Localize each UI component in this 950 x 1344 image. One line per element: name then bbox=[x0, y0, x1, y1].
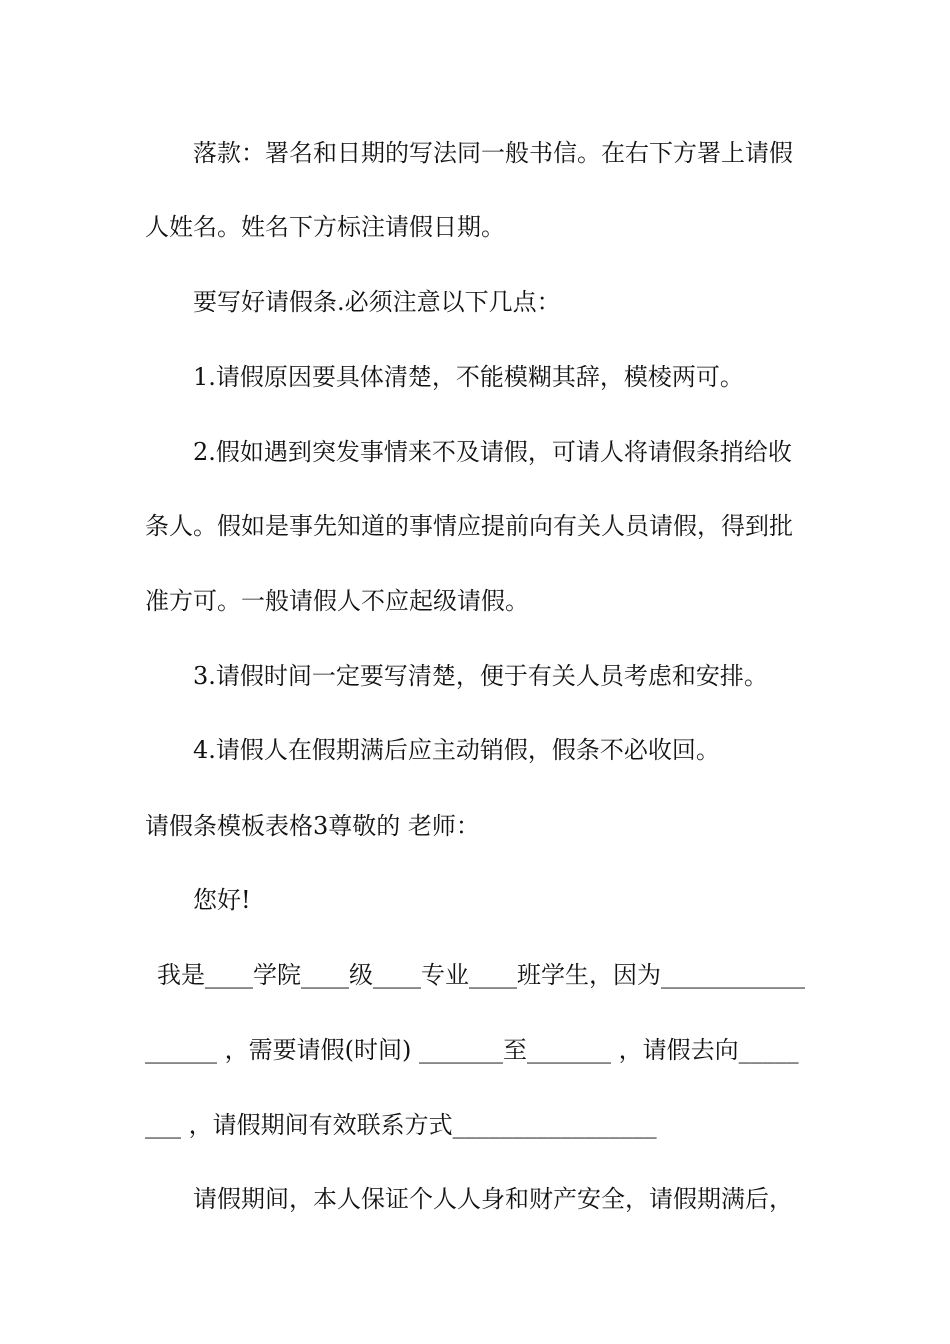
form-line-3: ___ ，请假期间有效联系方式_________________ bbox=[145, 1111, 657, 1139]
note-item-1: 1.请假原因要具体清楚，不能模糊其辞，模棱两可。 bbox=[193, 363, 744, 391]
paragraph-signature-line-2: 人姓名。姓名下方标注请假日期。 bbox=[145, 213, 505, 241]
paragraph-signature-line-1: 落款：署名和日期的写法同一般书信。在右下方署上请假 bbox=[193, 139, 793, 167]
note-item-2-line-2: 条人。假如是事先知道的事情应提前向有关人员请假，得到批 bbox=[145, 512, 793, 540]
notes-heading: 要写好请假条.必须注意以下几点： bbox=[193, 288, 561, 316]
note-item-3: 3.请假时间一定要写清楚，便于有关人员考虑和安排。 bbox=[193, 662, 768, 690]
note-item-2-line-3: 准方可。一般请假人不应起级请假。 bbox=[145, 587, 529, 615]
note-item-2-line-1: 2.假如遇到突发事情来不及请假，可请人将请假条捎给收 bbox=[193, 438, 792, 466]
greeting: 您好! bbox=[193, 886, 251, 914]
note-item-4: 4.请假人在假期满后应主动销假，假条不必收回。 bbox=[193, 736, 720, 764]
template-heading: 请假条模板表格3尊敬的 老师： bbox=[145, 812, 480, 840]
form-line-2: ______ ，需要请假(时间) _______至_______ ，请假去向_____ bbox=[145, 1036, 799, 1064]
form-line-1: 我是____学院____级____专业____班学生，因为____________ bbox=[157, 961, 805, 989]
guarantee-paragraph: 请假期间，本人保证个人人身和财产安全，请假期满后， bbox=[193, 1185, 793, 1213]
